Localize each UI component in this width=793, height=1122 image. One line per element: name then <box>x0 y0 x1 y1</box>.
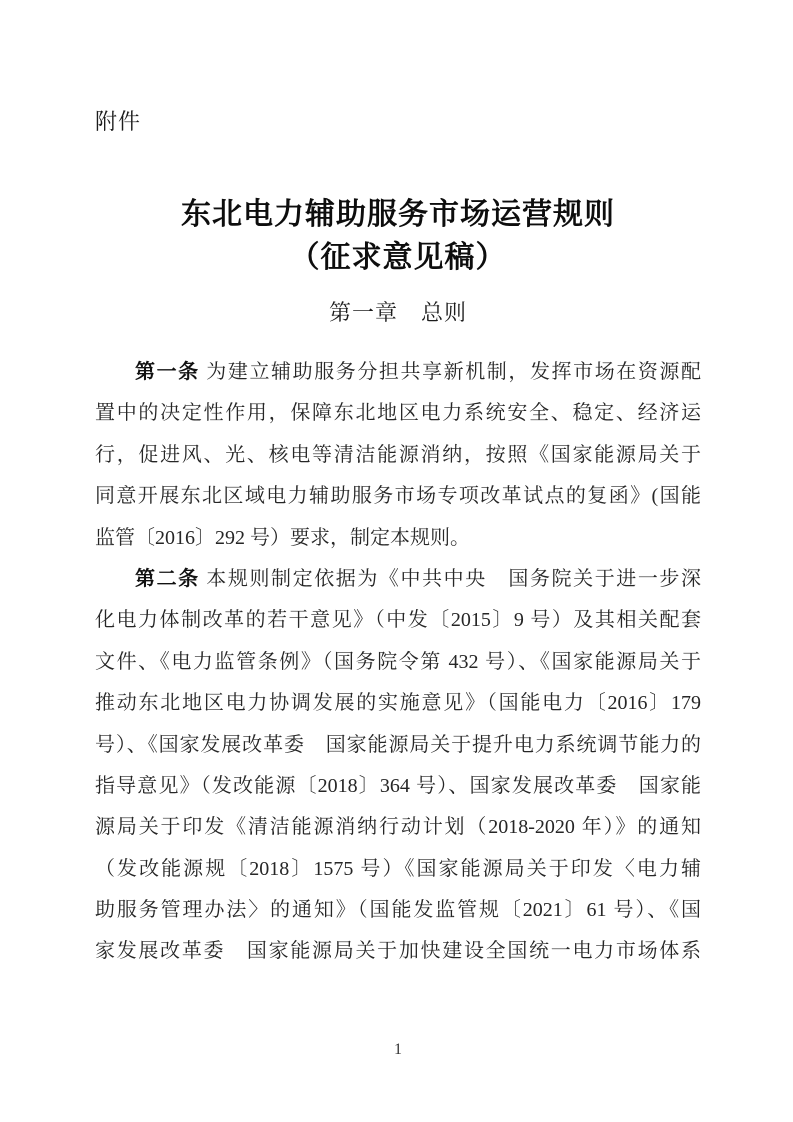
document-subtitle: （征求意见稿） <box>289 241 507 274</box>
paragraph-2-line-7: 源局关于印发《清洁能源消纳行动计划（2018-2020 年）》的通知 <box>95 816 701 839</box>
paragraph-2-text: 本规则制定依据为《中共中央 国务院关于进一步深 <box>199 567 701 590</box>
article-1-label: 第一条 <box>135 361 200 383</box>
paragraph-2-line-9: 助服务管理办法〉的通知》（国能发监管规〔2021〕61 号）、《国 <box>95 899 701 922</box>
paragraph-1-line-4: 同意开展东北区域电力辅助服务市场专项改革试点的复函》(国能 <box>95 485 701 508</box>
attachment-label: 附件 <box>95 109 142 134</box>
paragraph-2-line-8: （发改能源规〔2018〕1575 号）《国家能源局关于印发〈电力辅 <box>95 857 701 880</box>
document-title-block <box>95 193 701 279</box>
paragraph-2-line-3: 文件、《电力监管条例》（国务院令第 432 号）、《国家能源局关于 <box>95 650 701 673</box>
paragraph-2-line-6: 指导意见》（发改能源〔2018〕364 号）、国家发展改革委 国家能 <box>95 774 701 797</box>
paragraph-2-line-1 <box>95 559 701 600</box>
paragraph-1-line-3: 行，促进风、光、核电等清洁能源消纳，按照《国家能源局关于 <box>95 443 701 466</box>
document-title: 东北电力辅助服务市场运营规则 <box>181 198 615 231</box>
chapter-heading: 第一章 总则 <box>328 300 467 325</box>
paragraph-1-line-5: 监管〔2016〕292 号）要求，制定本规则。 <box>95 526 470 549</box>
document-body <box>95 352 701 973</box>
paragraph-1-line-1 <box>95 352 701 393</box>
paragraph-1-line-2: 置中的决定性作用，保障东北地区电力系统安全、稳定、经济运 <box>95 402 701 425</box>
paragraph-2-line-10: 家发展改革委 国家能源局关于加快建设全国统一电力市场体系 <box>95 940 701 963</box>
page-number: 1 <box>394 1040 402 1058</box>
paragraph-2-line-2: 化电力体制改革的若干意见》（中发〔2015〕9 号）及其相关配套 <box>95 609 701 632</box>
paragraph-1-text: 为建立辅助服务分担共享新机制，发挥市场在资源配 <box>199 361 701 383</box>
paragraph-2-line-5: 号）、《国家发展改革委 国家能源局关于提升电力系统调节能力的 <box>95 733 701 756</box>
paragraph-2-line-4: 推动东北地区电力协调发展的实施意见》（国能电力〔2016〕179 <box>95 692 701 715</box>
article-2-label: 第二条 <box>135 567 200 590</box>
